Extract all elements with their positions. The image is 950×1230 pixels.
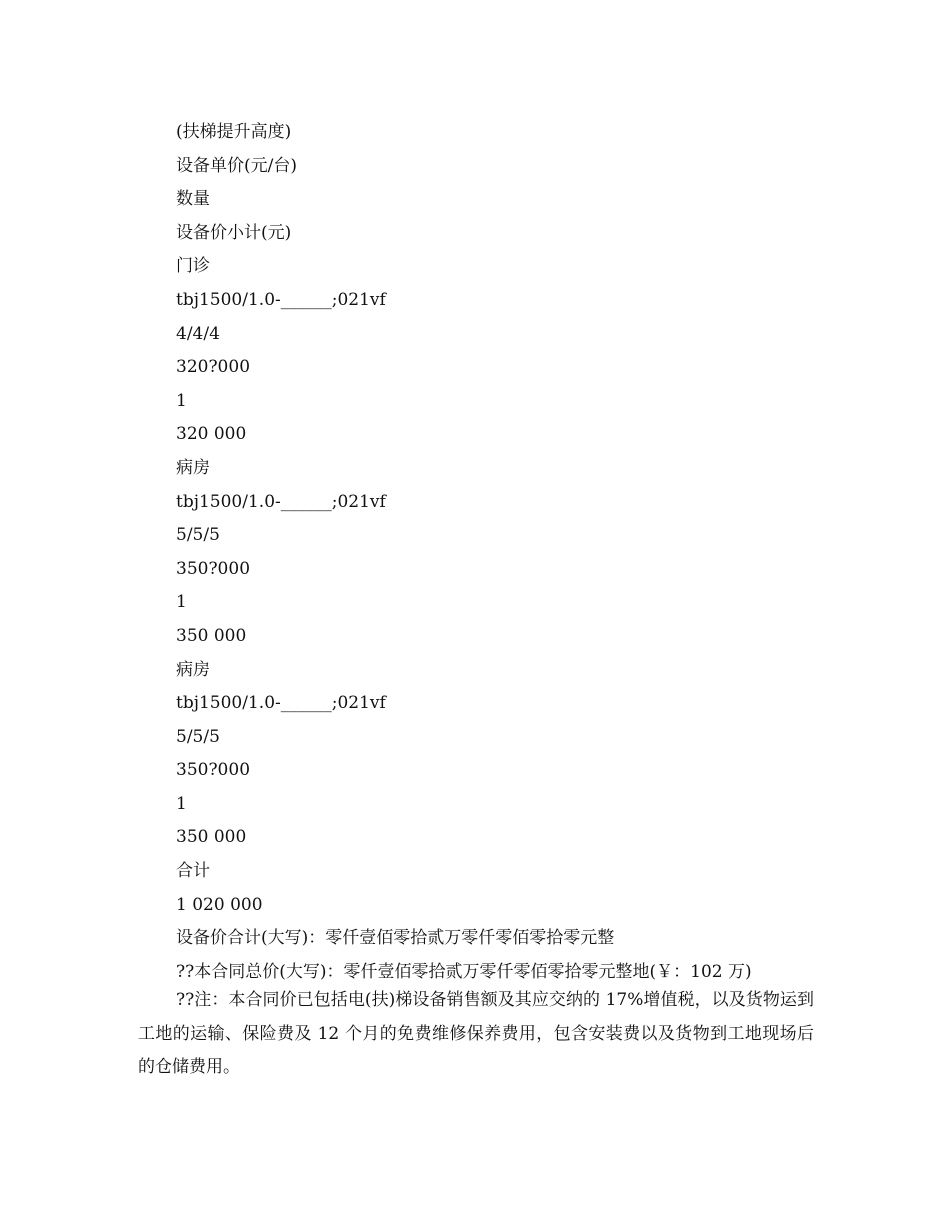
row2-floors: 5/5/5 <box>176 525 220 546</box>
header-escalator-rise: (扶梯提升高度) <box>176 122 292 142</box>
row1-model: tbj1500/1.0-______;021vf <box>176 289 386 310</box>
row3-unit-price: 350?000 <box>176 760 251 781</box>
row1-floors: 4/4/4 <box>176 323 220 344</box>
total-value: 1 020 000 <box>176 894 263 915</box>
header-unit-price: 设备单价(元/台) <box>176 155 297 176</box>
row3-location: 病房 <box>176 659 210 680</box>
row2-subtotal: 350 000 <box>176 625 247 646</box>
row1-subtotal: 320 000 <box>176 424 247 445</box>
total-label: 合计 <box>176 861 210 882</box>
row3-quantity: 1 <box>176 793 187 814</box>
row2-location: 病房 <box>176 457 210 478</box>
row3-floors: 5/5/5 <box>176 726 220 747</box>
header-subtotal: 设备价小计(元) <box>176 222 292 243</box>
document-body <box>176 116 876 989</box>
row2-unit-price: 350?000 <box>176 558 251 579</box>
row1-quantity: 1 <box>176 390 187 411</box>
row1-unit-price: 320?000 <box>176 357 251 378</box>
header-quantity: 数量 <box>176 189 210 210</box>
row2-model: tbj1500/1.0-______;021vf <box>176 491 386 512</box>
row1-location: 门诊 <box>176 256 210 277</box>
contract-total-in-words: ??本合同总价(大写)：零仟壹佰零拾贰万零仟零佰零拾零元整地(￥：102 万) <box>176 961 752 982</box>
row2-quantity: 1 <box>176 592 187 613</box>
contract-note-paragraph: ??注：本合同价已包括电(扶)梯设备销售额及其应交纳的 17%增值税，以及货物运到工地的运输、保险费及 12 个月的免费维修保养费用，包含安装费以及货物到工地现场后的仓储费用。 <box>138 990 814 1078</box>
row3-subtotal: 350 000 <box>176 827 247 848</box>
row3-model: tbj1500/1.0-______;021vf <box>176 693 386 714</box>
total-in-words: 设备价合计(大写)：零仟壹佰零拾贰万零仟零佰零拾零元整 <box>176 928 615 949</box>
